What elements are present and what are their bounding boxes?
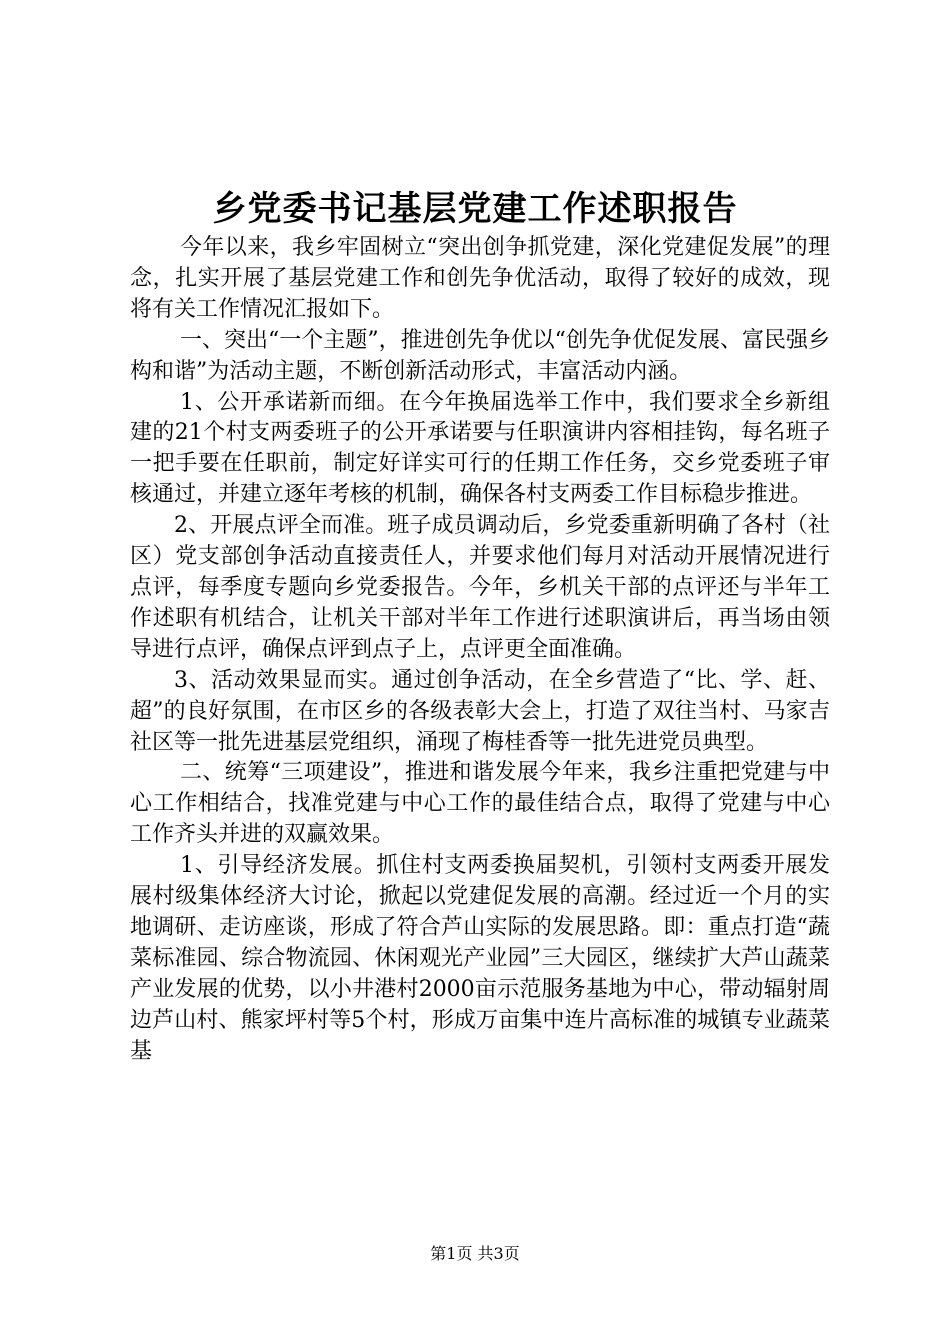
document-title: 乡党委书记基层党建工作述职报告 [212,189,738,229]
paragraph-section-2: 二、统筹“三项建设”，推进和谐发展今年来，我乡注重把党建与中心工作相结合，找准党建与中心工作的最佳结合点，取得了党建与中心工作齐头并进的双赢效果。 [130,760,830,848]
page-number: 第1页 共3页 [430,1244,520,1263]
paragraph-item-1-1: 1、公开承诺新而细。在今年换届选举工作中，我们要求全乡新组建的21个村支两委班子的公开承诺要与任职演讲内容相挂钩，每名班子一把手要在任职前，制定好详实可行的任期工作任务，交乡党委班子审核通过，并建立逐年考核的机制，确保各村支两委工作目标稳步推进。 [130,389,830,508]
paragraph-intro: 今年以来，我乡牢固树立“突出创争抓党建，深化党建促发展”的理念，扎实开展了基层党建工作和创先争优活动，取得了较好的成效，现将有关工作情况汇报如下。 [130,235,830,322]
paragraph-section-1: 一、突出“一个主题”，推进创先争优以“创先争优促发展、富民强乡构和谐”为活动主题，不断创新活动形式，丰富活动内涵。 [130,327,830,384]
document-body [130,233,830,1067]
paragraph-item-1-3: 3、活动效果显而实。通过创争活动，在全乡营造了“比、学、赶、超”的良好氛围，在市区乡的各级表彰大会上，打造了双往当村、马家吉社区等一批先进基层党组织，涌现了梅桂香等一批先进党员典型。 [130,667,830,755]
paragraph-item-1-2: 2、开展点评全而准。班子成员调动后，乡党委重新明确了各村（社区）党支部创争活动直接责任人，并要求他们每月对活动开展情况进行点评，每季度专题向乡党委报告。今年，乡机关干部的点评还与半年工作述职有机结合，让机关干部对半年工作进行述职演讲后，再当场由领导进行点评，确保点评到点子上，点评更全面准确。 [130,513,830,662]
paragraph-item-2-1: 1、引导经济发展。抓住村支两委换届契机，引领村支两委开展发展村级集体经济大讨论，掀起以党建促发展的高潮。经过近一个月的实地调研、走访座谈，形成了符合芦山实际的发展思路。即：重点打造“蔬菜标准园、综合物流园、休闲观光产业园”三大园区，继续扩大芦山蔬菜产业发展的优势，以小井港村2000亩示范服务基地为中心，带动辐射周边芦山村、熊家坪村等5个村，形成万亩集中连片高标准的城镇专业蔬菜基 [130,853,830,1064]
